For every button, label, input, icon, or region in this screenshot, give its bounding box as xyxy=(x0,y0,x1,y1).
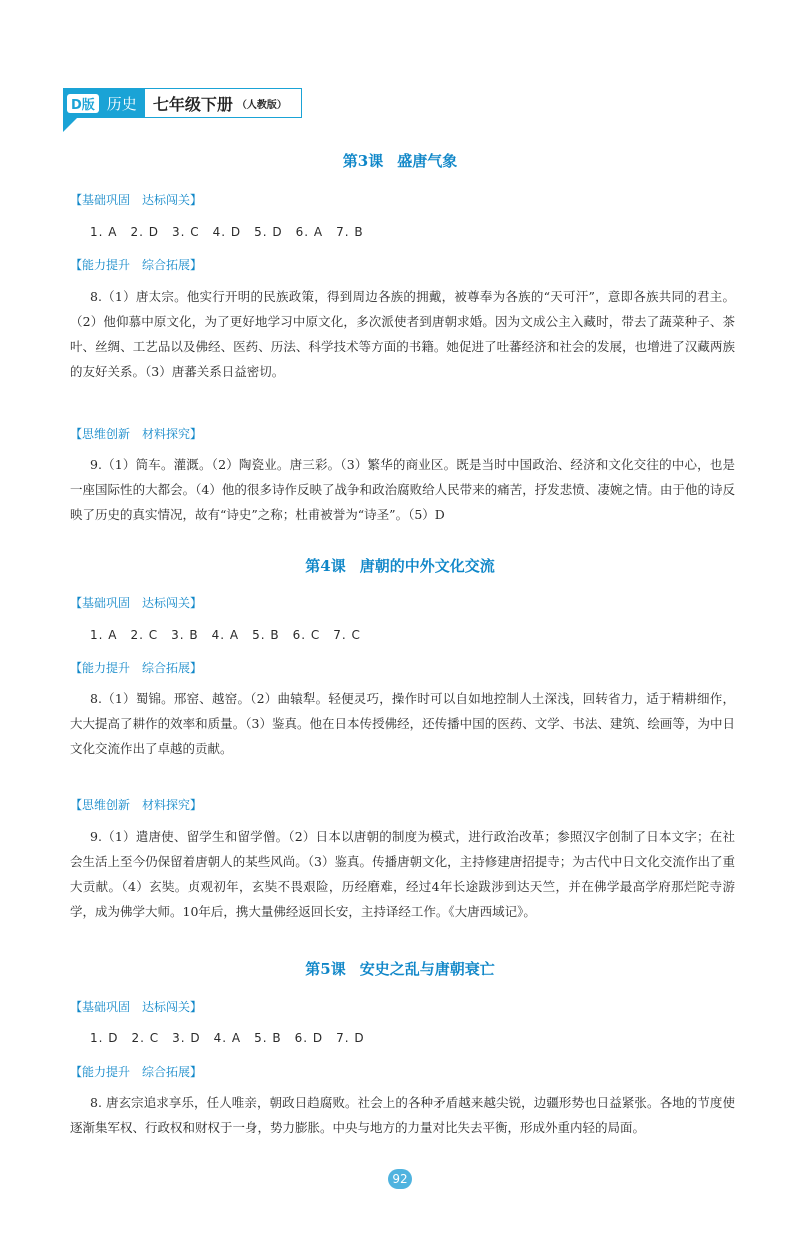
lesson-number: 第5课 xyxy=(305,960,346,978)
section-tag-basic: 【基础巩固 达标闯关】 xyxy=(70,1000,203,1014)
answer-paragraph: 8.（1）蜀锦。邢窑、越窑。（2）曲辕犁。轻便灵巧，操作时可以自如地控制人土深浅，回转省力，适于精耕细作，大大提高了耕作的效率和质量。（3）鉴真。他在日本传授佛经，还传播中国的医药、文学、书法、建筑、绘画等，为中日文化交流作出了卓越的贡献。 xyxy=(70,691,735,756)
section-tag-basic: 【基础巩固 达标闯关】 xyxy=(70,193,203,207)
lesson-3-title xyxy=(0,150,800,171)
grade-label xyxy=(145,88,302,118)
lesson-number: 第4课 xyxy=(305,557,346,575)
lesson-name: 盛唐气象 xyxy=(397,152,458,170)
section-tag-ability: 【能力提升 综合拓展】 xyxy=(70,661,203,675)
edition-text: （人教版） xyxy=(236,99,287,111)
header-subject-block xyxy=(63,88,145,118)
answer-paragraph: 8. 唐玄宗追求享乐，任人唯亲，朝政日趋腐败。社会上的各种矛盾越来越尖锐，边疆形势也日益紧张。各地的节度使逐渐集军权、行政权和财权于一身，势力膨胀。中央与地方的力量对比失去平衡，形成外重内轻的局面。 xyxy=(70,1095,735,1135)
lesson-4-title xyxy=(0,555,800,576)
section-tag-creative: 【思维创新 材料探究】 xyxy=(70,427,203,441)
section-tag-ability: 【能力提升 综合拓展】 xyxy=(70,1065,203,1079)
lesson-name: 唐朝的中外文化交流 xyxy=(359,557,495,575)
section-tag-ability: 【能力提升 综合拓展】 xyxy=(70,258,203,272)
answer-paragraph: 9.（1）遣唐使、留学生和留学僧。（2）日本以唐朝的制度为模式，进行政治改革；参照汉字创制了日本文字；在社会生活上至今仍保留着唐朝人的某些风尚。（3）鉴真。传播唐朝文化，主持修建唐招提寺；为古代中日文化交流作出了重大贡献。（4）玄奘。贞观初年，玄奘不畏艰险，历经磨难，经过4年长途跋涉到达天竺，并在佛学最高学府那烂陀寺游学，成为佛学大师。10年后，携大量佛经返回长安，主持译经工作。《大唐西域记》。 xyxy=(70,829,735,919)
lesson-number: 第3课 xyxy=(342,152,384,170)
answer-paragraph: 9.（1）筒车。灌溉。（2）陶瓷业。唐三彩。（3）繁华的商业区。既是当时中国政治、经济和文化交往的中心，也是一座国际性的大都会。（4）他的很多诗作反映了战争和政治腐败给人民带来的痛苦，抒发悲愤、凄婉之情。由于他的诗反映了历史的真实情况，故有“诗史”之称；杜甫被誉为“诗圣”。（5）D xyxy=(70,457,735,522)
choice-answers: 1. A 2. C 3. B 4. A 5. B 6. C 7. C xyxy=(90,628,361,642)
answer-paragraph: 8.（1）唐太宗。他实行开明的民族政策，得到周边各族的拥戴，被尊奉为各族的“天可汗”，意即各族共同的君主。（2）他仰慕中原文化，为了更好地学习中原文化，多次派使者到唐朝求婚。因为文成公主入藏时，带去了蔬菜种子、茶叶、丝绸、工艺品以及佛经、医药、历法、科学技术等方面的书籍。她促进了吐蕃经济和社会的发展，也增进了汉藏两族的友好关系。（3）唐蕃关系日益密切。 xyxy=(70,289,735,379)
book-header xyxy=(63,88,302,118)
section-tag-basic: 【基础巩固 达标闯关】 xyxy=(70,596,203,610)
choice-answers: 1. A 2. D 3. C 4. D 5. D 6. A 7. B xyxy=(90,225,364,239)
choice-answers: 1. D 2. C 3. D 4. A 5. B 6. D 7. D xyxy=(90,1031,365,1045)
section-tag-creative: 【思维创新 材料探究】 xyxy=(70,798,203,812)
lesson-5-title xyxy=(0,958,800,979)
edition-badge: D版 xyxy=(67,94,99,113)
grade-text: 七年级下册 xyxy=(152,94,233,114)
lesson-name: 安史之乱与唐朝衰亡 xyxy=(359,960,495,978)
page-number: 92 xyxy=(388,1169,412,1189)
subject-label: 历史 xyxy=(106,94,137,113)
